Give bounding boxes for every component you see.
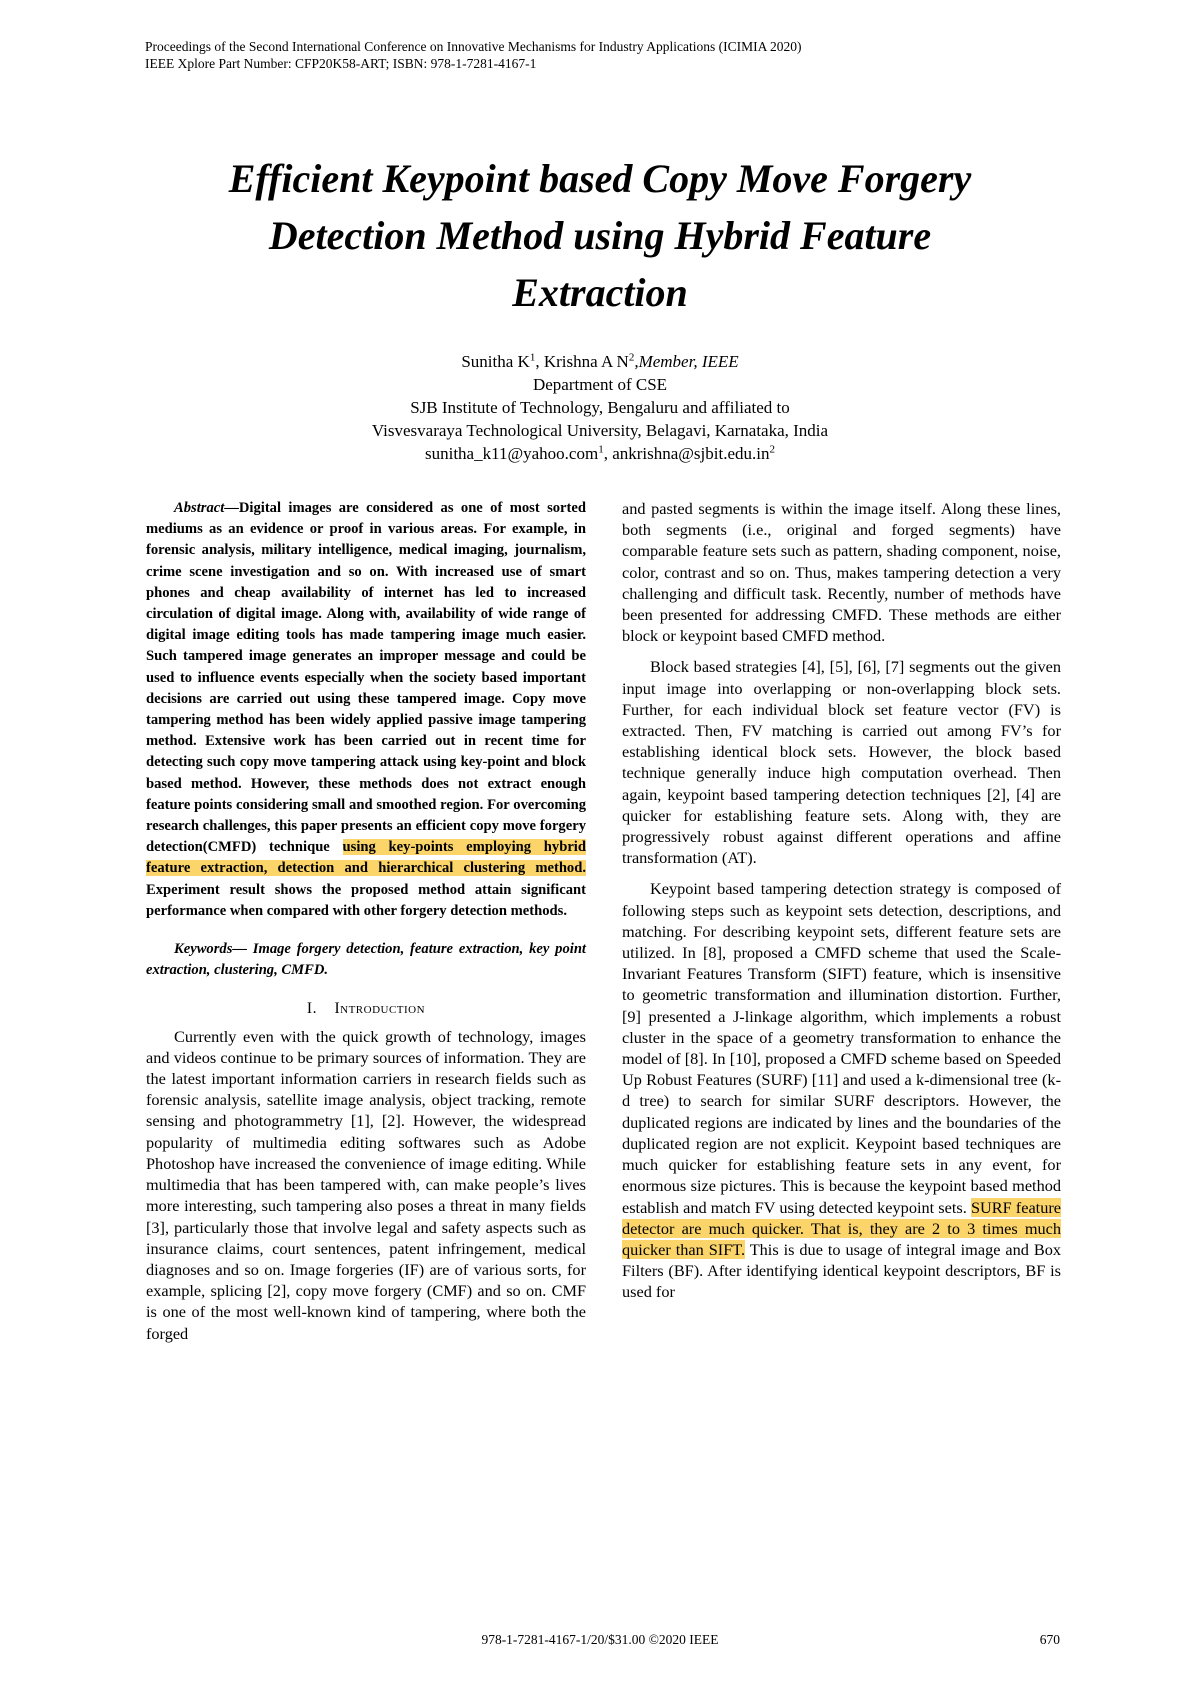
email-2[interactable]: , ankrishna@sjbit.edu.in — [603, 444, 770, 463]
footer-copyright: 978-1-7281-4167-1/20/$31.00 ©2020 IEEE — [481, 1632, 719, 1647]
abstract-label: Abstract — [174, 500, 225, 516]
department: Department of CSE — [532, 375, 668, 394]
email-1-sup: 1 — [598, 443, 604, 456]
keywords — [146, 939, 586, 981]
abstract-dash: — — [224, 500, 239, 516]
abstract — [146, 498, 586, 922]
email-1[interactable]: sunitha_k11@yahoo.com — [424, 444, 599, 463]
abstract-text-a: Digital images are considered as one of most sorted mediums as an evidence or proof in various areas. For example, in forensic analysis, military intelligence, medical imaging, journalism, crime scene investigation and so on. With increased use of smart phones and cheap availability of internet has led to increased circulation of digital image. Along with, availability of wide range of digital image editing tools has made tampering image much easier. Such tampered image generates an improper message and could be used to influence events especially when the society based important decisions are carried out using these tampered image. Copy move tampering method has been widely applied passive image tampering method. Extensive work has been carried out in recent time for detecting such copy move tampering attack using key-point and block based method. However, these methods does not extract enough feature points considering small and smoothed region. For overcoming research challenges, this paper presents an efficient copy move forgery detection(CMFD) technique — [146, 500, 586, 856]
surf-highlight: SURF feature detector are much quicker. That is, they are 2 to 3 times much quicker than SIFT. — [622, 1197, 1061, 1259]
right-paragraph-1: and pasted segments is within the image itself. Along these lines, both segments (i.e., original and forged segments) have comparable feature sets such as pattern, shading component, noise, color, contrast and so on. Thus, makes tampering detection a very challenging and difficult task. Recently, number of methods have been presented for addressing CMFD. These methods are either block or keypoint based CMFD method. — [622, 499, 1061, 646]
section-heading-introduction — [146, 998, 586, 1019]
emails — [150, 442, 1050, 465]
university: Visvesvaraya Technological University, Belagavi, Karnataka, India — [371, 421, 829, 440]
author-2: , Krishna A N — [535, 352, 629, 371]
institute: SJB Institute of Technology, Bengaluru and affiliated to — [410, 398, 790, 417]
right-paragraph-3-b: This is due to usage of integral image and Box Filters (BF). After identifying identical keypoint descriptors, BF is used for — [622, 1239, 1061, 1302]
conference-header — [145, 38, 801, 72]
author-1: Sunitha K — [461, 352, 530, 371]
right-paragraph-2: Block based strategies [4], [5], [6], [7] segments out the given input image into overlapping or non-overlapping block sets. Further, for each individual block set feature vector (FV) is extracted. Then, FV matching is carried out among FV’s for establishing identical block sets. However, the block based technique generally induce high computation overhead. Then again, keypoint based tampering detection techniques [2], [4] are quicker for establishing feature sets. Along with, they are progressively robust against different operations and affine transformation (AT). — [622, 657, 1061, 868]
author-2-sup: 2 — [628, 351, 635, 364]
title-line-3: Extraction — [512, 270, 688, 315]
abstract-highlight: using key-points employing hybrid feature extraction, detection and hierarchical clustering method. — [146, 839, 586, 877]
page-number: 670 — [1039, 1632, 1060, 1647]
right-paragraph-3 — [622, 878, 1061, 1302]
author-block — [150, 350, 1050, 465]
paper-title — [100, 150, 1100, 321]
header-line-2: IEEE Xplore Part Number: CFP20K58-ART; ISBN: 978-1-7281-4167-1 — [145, 56, 537, 71]
title-line-1: Efficient Keypoint based Copy Move Forgery — [228, 156, 972, 201]
title-line-2: Detection Method using Hybrid Feature — [268, 213, 932, 258]
left-column — [146, 498, 586, 1344]
author-1-sup: 1 — [529, 351, 536, 364]
section-title: Introduction — [334, 1000, 426, 1018]
right-column — [622, 498, 1061, 1303]
keywords-label: Keywords— — [174, 941, 247, 958]
author-names — [150, 350, 1050, 373]
section-number: I. — [306, 1000, 317, 1018]
intro-paragraph: Currently even with the quick growth of technology, images and videos continue to be primary sources of information. They are the latest important information carriers in research fields such as forensic analysis, satellite image analysis, object tracking, remote sensing and photogrammetry [1], [2]. However, the widespread popularity of multimedia editing softwares such as Adobe Photoshop have increased the convenience of image editing. While multimedia that has been tampered with, can make people’s lives more interesting, such tampering also poses a threat in many fields [3], particularly those that involve legal and safety aspects such as insurance claims, court sentences, patent infringement, medical diagnoses and so on. Image forgeries (IF) are of various sorts, for example, splicing [2], copy move forgery (CMF) and so on. CMF is one of the most well-known kind of tampering, where both the forged — [146, 1026, 586, 1343]
header-line-1: Proceedings of the Second International Conference on Innovative Mechanisms for Industry Applications (ICIMIA 2020) — [145, 39, 802, 54]
keywords-text: Image forgery detection, feature extraction, key point extraction, clustering, CMFD. — [146, 941, 586, 979]
email-2-sup: 2 — [769, 443, 775, 456]
abstract-text-b: Experiment result shows the proposed method attain significant performance when compared with other forgery detection methods. — [146, 881, 586, 919]
member-label: ,Member, IEEE — [634, 352, 739, 371]
right-paragraph-3-a: Keypoint based tampering detection strategy is composed of following steps such as keypoint sets detection, descriptions, and matching. For describing keypoint sets, different feature sets are utilized. In [8], proposed a CMFD scheme that used the Scale-Invariant Features Transform (SIFT) feature, which is insensitive to geometric transformation and illumination distortion. Further, [9] presented a J-linkage algorithm, which implements a robust cluster in the space of a geometry transformation to enhance the model of [8]. In [10], proposed a CMFD scheme based on Speeded Up Robust Features (SURF) [11] and used a k-dimensional tree (k-d tree) to search for similar SURF descriptors. However, the duplicated regions are indicated by lines and the boundaries of the duplicated region are not explicit. Keypoint based techniques are much quicker for establishing feature sets in any event, for enormous size pictures. This is because the keypoint based method establish and match FV using detected keypoint sets. — [622, 879, 1061, 1217]
